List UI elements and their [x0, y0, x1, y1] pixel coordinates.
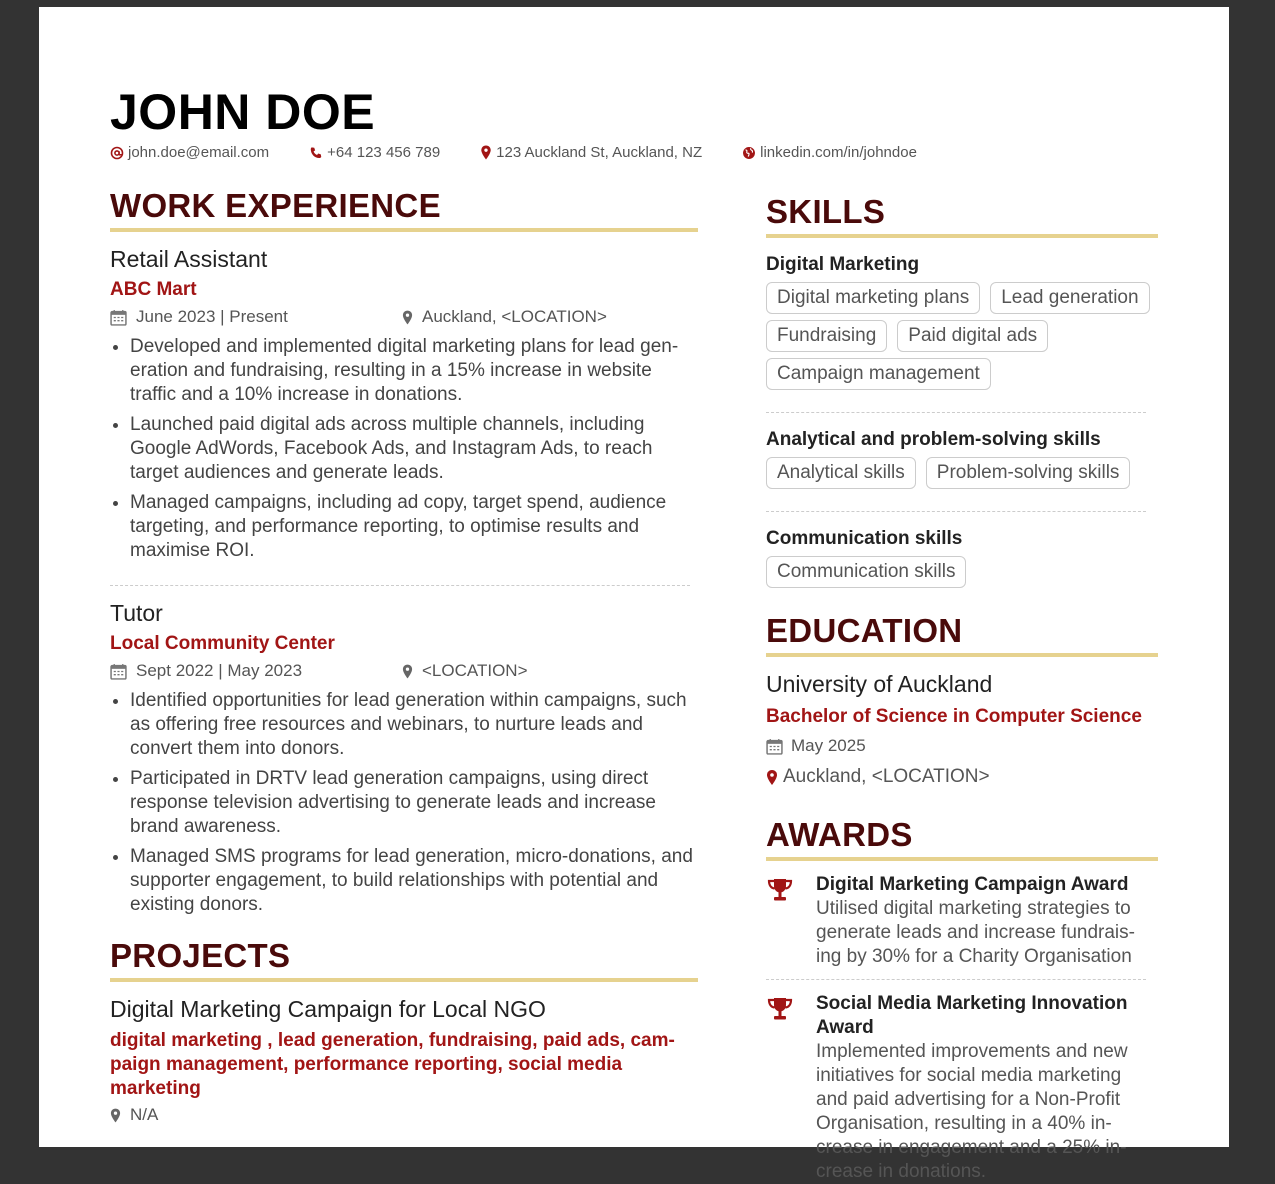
map-pin-icon	[766, 769, 778, 786]
divider	[766, 511, 1146, 512]
job-bullets	[110, 689, 700, 917]
job-meta	[110, 307, 700, 327]
education-date	[766, 736, 1236, 756]
bullet-item: • Managed SMS programs for lead generation, micro-donations, and supporter engagement, to build relationships with potential and existing donors.	[130, 845, 700, 917]
divider	[766, 412, 1146, 413]
skill-group-title: Analytical and problem-solving skills	[766, 429, 1101, 450]
skill-tag: Digital marketing plans	[766, 282, 980, 314]
map-pin-icon	[480, 145, 492, 160]
job-organization: ABC Mart	[110, 279, 197, 300]
contact-phone[interactable]	[309, 144, 440, 161]
skill-tag: Communication skills	[766, 556, 966, 588]
education-institution: University of Auckland	[766, 671, 993, 697]
skill-tag: Campaign management	[766, 358, 991, 390]
contact-email[interactable]	[110, 144, 269, 161]
contact-address	[480, 144, 702, 161]
skill-tag: Problem-solving skills	[926, 457, 1131, 489]
right-column	[766, 193, 1236, 1184]
education-section	[766, 612, 1236, 788]
skill-tags	[766, 556, 1246, 594]
skill-group	[766, 429, 1236, 495]
job-date-text: June 2023 | Present	[136, 307, 288, 326]
skill-tag: Fundraising	[766, 320, 887, 352]
globe-icon	[742, 146, 756, 160]
skills-heading: SKILLS	[766, 193, 1158, 238]
project-title: Digital Marketing Campaign for Local NGO	[110, 996, 546, 1022]
award-title: Digital Marketing Campaign Award	[816, 874, 1129, 895]
skill-group	[766, 254, 1236, 396]
skill-tag: Analytical skills	[766, 457, 916, 489]
job-title: Retail Assistant	[110, 246, 268, 272]
phone-icon	[309, 146, 323, 160]
skill-group-title: Communication skills	[766, 528, 963, 549]
job-organization: Local Community Center	[110, 633, 335, 654]
contact-row	[110, 144, 957, 161]
education-location	[766, 766, 1236, 788]
skill-tags	[766, 457, 1246, 495]
education-degree: Bachelor of Science in Computer Science	[766, 706, 1142, 727]
bullet-item: • Launched paid digital ads across multiple channels, including Google AdWords, Facebook Ads, and Instagram Ads, to reach target audiences and generate leads.	[130, 413, 700, 485]
bullet-item: • Identified opportunities for lead generation within campaigns, such as offering free resources and webinars, to nurture leads and convert them into donors.	[130, 689, 700, 761]
map-pin-icon	[110, 1108, 121, 1123]
job-meta	[110, 661, 700, 681]
linkedin-text: linkedin.com/in/johndoe	[760, 144, 917, 161]
award-title: Social Media Marketing Innovation Award	[816, 993, 1128, 1038]
project-location	[110, 1105, 158, 1125]
trophy-icon	[766, 996, 794, 1022]
job-date	[110, 307, 402, 327]
award-icon-wrap	[766, 992, 816, 1184]
address-text: 123 Auckland St, Auckland, NZ	[496, 144, 703, 161]
contact-linkedin[interactable]	[742, 144, 917, 161]
education-date-text: May 2025	[791, 736, 866, 755]
education-location-text: Auckland, <LOCATION>	[783, 766, 990, 787]
phone-text: +64 123 456 789	[327, 144, 441, 161]
award-body	[816, 992, 1146, 1184]
award-entry	[766, 873, 1236, 969]
at-icon	[110, 146, 124, 160]
job-location-text: Auckland, <LOCATION>	[422, 307, 607, 326]
job-title: Tutor	[110, 600, 163, 626]
calendar-icon	[110, 309, 127, 326]
awards-heading: AWARDS	[766, 816, 1158, 861]
candidate-name: JOHN DOE	[110, 84, 376, 140]
job-location	[402, 307, 607, 327]
skill-tags	[766, 282, 1246, 396]
bullet-item: • Participated in DRTV lead generation campaigns, using direct response television advertising to generate leads and increase brand awareness.	[130, 767, 700, 839]
award-entry	[766, 992, 1236, 1184]
project-tags: digital marketing , lead generation, fundraising, paid ads, campaign management, performance reporting, social media marketing	[110, 1030, 675, 1099]
job-entry	[110, 600, 700, 917]
project-location-text: N/A	[130, 1105, 159, 1124]
job-date	[110, 661, 402, 681]
job-date-text: Sept 2022 | May 2023	[136, 661, 303, 680]
skill-group-title: Digital Marketing	[766, 254, 920, 275]
work-experience-heading: WORK EXPERIENCE	[110, 187, 698, 232]
bullet-item: • Managed campaigns, including ad copy, target spend, audience targeting, and performance reporting, to optimise results and maximise ROI.	[130, 491, 700, 563]
left-column	[110, 187, 700, 1128]
award-description: Implemented improvements and new initiatives for social media marketing and paid advertising for a Non-Profit Organisation, resulting in a 40% increase in engagement and a 25% increase in donations.	[816, 1041, 1128, 1182]
job-location-text: <LOCATION>	[422, 661, 528, 680]
education-heading: EDUCATION	[766, 612, 1158, 657]
email-text: john.doe@email.com	[128, 144, 270, 161]
job-location	[402, 661, 528, 681]
skill-group	[766, 528, 1236, 594]
skill-tag: Lead generation	[990, 282, 1149, 314]
calendar-icon	[110, 663, 127, 680]
education-entry	[766, 671, 1236, 788]
divider	[766, 979, 1146, 980]
bullet-item: • Developed and implemented digital marketing plans for lead generation and fundraising, resulting in a 15% increase in website traffic and a 10% increase in donations.	[130, 335, 700, 407]
map-pin-icon	[402, 310, 413, 325]
award-icon-wrap	[766, 873, 816, 969]
projects-section	[110, 937, 700, 1128]
awards-section	[766, 816, 1236, 1184]
trophy-icon	[766, 877, 794, 903]
map-pin-icon	[402, 664, 413, 679]
award-body	[816, 873, 1146, 969]
job-bullets	[110, 335, 700, 563]
divider	[110, 585, 690, 586]
job-entry	[110, 246, 700, 563]
calendar-icon	[766, 738, 783, 755]
skill-tag: Paid digital ads	[897, 320, 1048, 352]
projects-heading: PROJECTS	[110, 937, 698, 982]
resume-page	[39, 7, 1229, 1182]
award-description: Utilised digital marketing strategies to generate leads and increase fundraising by 30% for a Charity Organisation	[816, 898, 1135, 967]
